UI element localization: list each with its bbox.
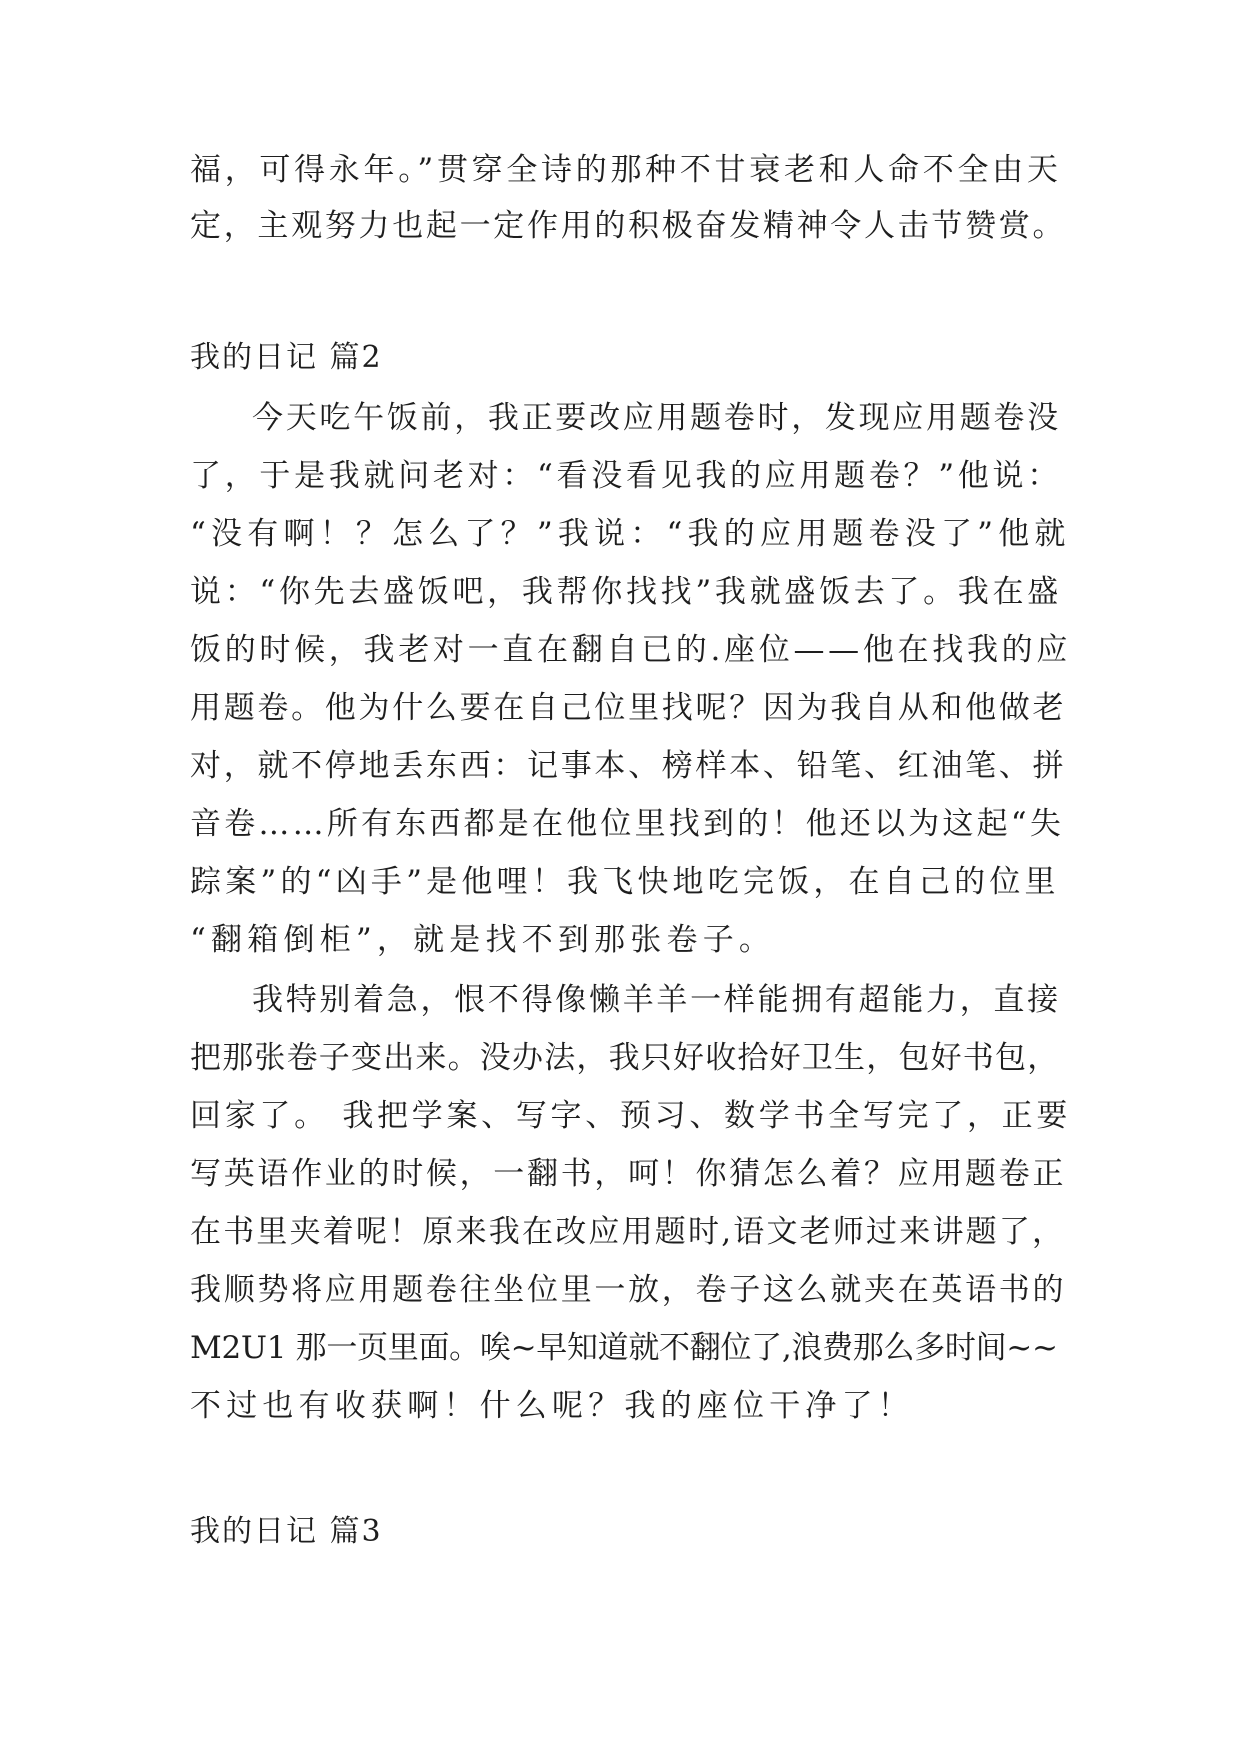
s2-p1-line-10: “翻箱倒柜”，就是找不到那张卷子。: [190, 922, 776, 958]
s2-p1-line-4: 说：“你先去盛饭吧，我帮你找找”我就盛饭去了。我在盛: [190, 574, 1062, 610]
s2-p1-line-5: 饭的时候，我老对一直在翻自已的.座位——他在找我的应: [190, 632, 1072, 668]
s2-p2-line-3: 回家了。 我把学案、写字、预习、数学书全写完了，正要: [190, 1098, 1072, 1134]
s2-p2-line-4: 写英语作业的时候，一翻书，呵！你猜怎么着？应用题卷正: [190, 1156, 1067, 1192]
s2-p2-line-6: 我顺势将应用题卷往坐位里一放，卷子这么就夹在英语书的: [190, 1272, 1067, 1308]
s2-p1-line-1: 今天吃午饭前，我正要改应用题卷时，发现应用题卷没: [252, 400, 1061, 436]
s2-p2-line-7: M2U1 那一页里面。唉~早知道就不翻位了,浪费那么多时间~~: [190, 1330, 1058, 1366]
intro-line-1: 福，可得永年。”贯穿全诗的那种不甘衰老和人命不全由天: [190, 152, 1062, 188]
s2-p1-line-8: 音卷……所有东西都是在他位里找到的！他还以为这起“失: [190, 806, 1065, 842]
s2-p2-line-8: 不过也有收获啊！什么呢？我的座位干净了！: [190, 1388, 914, 1424]
s2-p1-line-7: 对，就不停地丢东西：记事本、榜样本、铅笔、红油笔、拼: [190, 748, 1067, 784]
s2-p2-line-1: 我特别着急，恨不得像懒羊羊一样能拥有超能力，直接: [252, 982, 1061, 1018]
s2-p1-line-9: 踪案”的“凶手”是他哩！我飞快地吃完饭，在自己的位里: [190, 864, 1060, 900]
intro-line-2: 定，主观努力也起一定作用的积极奋发精神令人击节赞赏。: [190, 208, 1067, 244]
s2-p2-line-2: 把那张卷子变出来。没办法，我只好收拾好卫生，包好书包，: [190, 1040, 1060, 1076]
s2-p1-line-3: “没有啊！？怎么了？”我说：“我的应用题卷没了”他就: [190, 516, 1071, 552]
section-3-heading: 我的日记 篇3: [190, 1514, 383, 1549]
s2-p2-line-5: 在书里夹着呢！原来我在改应用题时,语文老师过来讲题了，: [190, 1214, 1066, 1250]
s2-p1-line-6: 用题卷。他为什么要在自己位里找呢？因为我自从和他做老: [190, 690, 1067, 726]
s2-p1-line-2: 了，于是我就问老对：“看没看见我的应用题卷？”他说：: [190, 458, 1062, 494]
section-2-heading: 我的日记 篇2: [190, 340, 383, 375]
